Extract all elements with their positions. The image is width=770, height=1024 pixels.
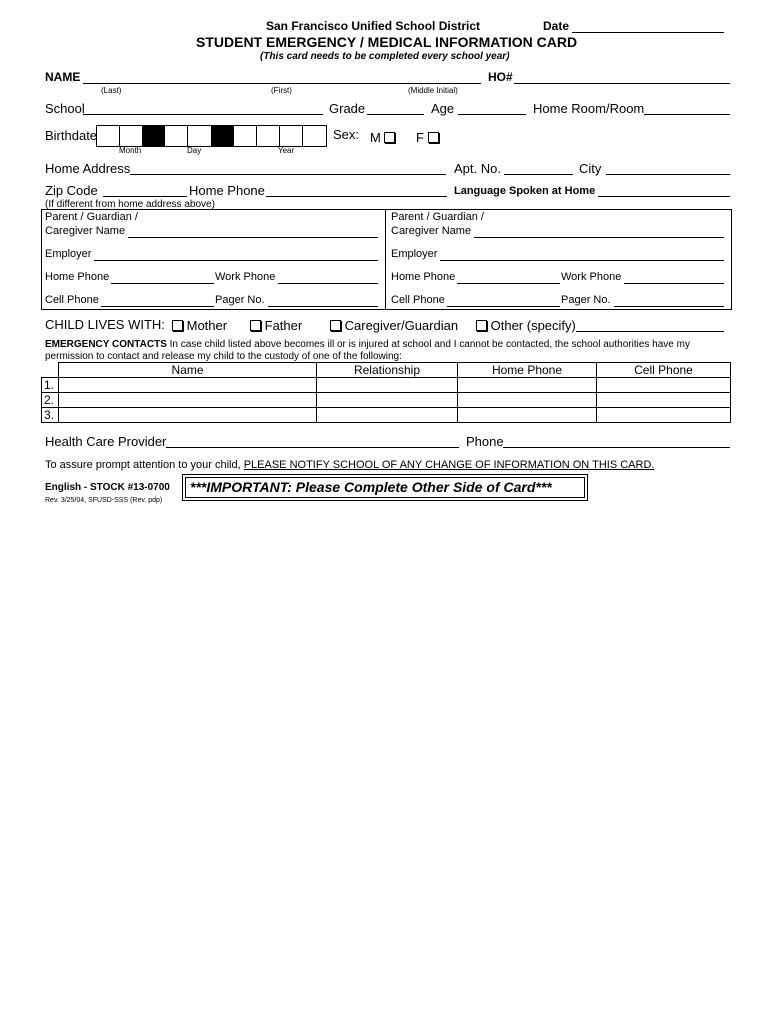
- contact-relationship-cell[interactable]: [317, 378, 458, 393]
- guardian1-name-field[interactable]: [128, 237, 378, 238]
- notice-text: [45, 459, 654, 471]
- column-header: Name: [59, 363, 317, 378]
- school-label: School: [45, 101, 85, 116]
- guardian2-workphone-field[interactable]: [624, 283, 724, 284]
- guardian2-name-field[interactable]: [474, 237, 724, 238]
- caregiver-checkbox-icon[interactable]: [330, 320, 341, 331]
- caregiver-label: Caregiver/Guardian: [344, 318, 459, 333]
- city-field[interactable]: [606, 174, 730, 175]
- mother-label: Mother: [186, 318, 228, 333]
- guardian2-pager-field[interactable]: [614, 306, 724, 307]
- emergency-text: In case child listed above becomes ill or is injured at school and I cannot be contacted, the school authorities have my: [169, 339, 690, 350]
- guardian2-pg-label: Parent / Guardian /: [391, 211, 484, 223]
- f-label: F: [416, 130, 424, 145]
- contact-homephone-cell[interactable]: [458, 408, 597, 423]
- notice-underlined: PLEASE NOTIFY SCHOOL OF ANY CHANGE OF INFORMATION ON THIS CARD.: [243, 459, 655, 471]
- important-text: ***IMPORTANT: Please Complete Other Side of Card***: [190, 479, 552, 495]
- guardian1-cellphone-field[interactable]: [101, 306, 214, 307]
- important-box: [185, 477, 585, 498]
- apt-label: Apt. No.: [454, 161, 501, 176]
- home-address-field[interactable]: [130, 174, 446, 175]
- lives-with-mother[interactable]: [172, 318, 227, 333]
- health-provider-label: Health Care Provider: [45, 434, 167, 449]
- contact-cellphone-cell[interactable]: [597, 393, 731, 408]
- guardian1-pg-label: Parent / Guardian /: [45, 211, 138, 223]
- guardian2-cg-label: Caregiver Name: [391, 225, 472, 237]
- guardian2-pager-label: Pager No.: [561, 294, 611, 306]
- home-phone-field[interactable]: [266, 196, 447, 197]
- contact-relationship-cell[interactable]: [317, 393, 458, 408]
- apt-field[interactable]: [504, 174, 573, 175]
- guardian1-pager-label: Pager No.: [215, 294, 265, 306]
- column-header: Cell Phone: [597, 363, 731, 378]
- guardian1-homephone-field[interactable]: [111, 283, 214, 284]
- f-checkbox-icon[interactable]: [428, 132, 439, 143]
- stock-number: English - STOCK #13-0700: [45, 482, 170, 493]
- column-header: Home Phone: [458, 363, 597, 378]
- contact-name-cell[interactable]: [59, 378, 317, 393]
- zip-field[interactable]: [103, 196, 187, 197]
- table-row: [42, 393, 731, 408]
- emergency-text-1: [45, 339, 690, 350]
- contact-homephone-cell[interactable]: [458, 393, 597, 408]
- guardian2-employer-label: Employer: [391, 248, 438, 260]
- guardian2-workphone-label: Work Phone: [561, 271, 622, 283]
- contact-cellphone-cell[interactable]: [597, 408, 731, 423]
- guardian2-cellphone-field[interactable]: [447, 306, 560, 307]
- month-caption: Month: [119, 146, 142, 155]
- city-label: City: [579, 161, 602, 176]
- emergency-text-2: permission to contact and release my child to the custody of one of the following:: [45, 351, 402, 362]
- sex-f-option[interactable]: [416, 130, 439, 145]
- other-checkbox-icon[interactable]: [476, 320, 487, 331]
- emergency-contacts-table: [41, 362, 731, 423]
- card-subtitle: (This card needs to be completed every school year): [260, 51, 510, 62]
- home-address-label: Home Address: [45, 161, 131, 176]
- age-field[interactable]: [458, 114, 526, 115]
- first-caption: (First): [271, 86, 292, 95]
- m-checkbox-icon[interactable]: [384, 132, 395, 143]
- contact-name-cell[interactable]: [59, 393, 317, 408]
- contact-name-cell[interactable]: [59, 408, 317, 423]
- health-provider-field[interactable]: [166, 447, 459, 448]
- lives-with-caregiver[interactable]: [330, 318, 458, 333]
- lives-with-label: CHILD LIVES WITH:: [45, 317, 165, 332]
- contact-homephone-cell[interactable]: [458, 378, 597, 393]
- row-number: 1.: [42, 378, 59, 393]
- guardian1-pager-field[interactable]: [268, 306, 378, 307]
- guardian1-homephone-label: Home Phone: [45, 271, 110, 283]
- school-field[interactable]: [83, 114, 323, 115]
- name-label: NAME: [45, 70, 81, 84]
- father-checkbox-icon[interactable]: [250, 320, 261, 331]
- health-phone-field[interactable]: [503, 447, 730, 448]
- year-caption: Year: [278, 146, 295, 155]
- notice-prefix: To assure prompt attention to your child,: [45, 459, 244, 471]
- contact-relationship-cell[interactable]: [317, 408, 458, 423]
- table-row: [42, 408, 731, 423]
- card-title: STUDENT EMERGENCY / MEDICAL INFORMATION CARD: [196, 34, 578, 50]
- column-header: Relationship: [317, 363, 458, 378]
- row-number: 3.: [42, 408, 59, 423]
- zip-label: Zip Code: [45, 183, 98, 198]
- guardian-note: (If different from home address above): [45, 199, 215, 210]
- sex-label: Sex:: [333, 127, 360, 142]
- guardian-divider: [385, 209, 386, 309]
- mother-checkbox-icon[interactable]: [172, 320, 183, 331]
- father-label: Father: [264, 318, 303, 333]
- age-label: Age: [431, 101, 455, 116]
- lives-with-father[interactable]: [250, 318, 302, 333]
- guardian1-employer-label: Employer: [45, 248, 92, 260]
- home-phone-label: Home Phone: [189, 183, 265, 198]
- guardian1-cellphone-label: Cell Phone: [45, 294, 99, 306]
- middle-caption: (Middle Initial): [408, 86, 458, 95]
- day-caption: Day: [187, 146, 202, 155]
- guardian1-workphone-label: Work Phone: [215, 271, 276, 283]
- other-specify-field[interactable]: [576, 331, 724, 332]
- guardian2-cellphone-label: Cell Phone: [391, 294, 445, 306]
- guardian1-workphone-field[interactable]: [278, 283, 378, 284]
- date-label: Date: [543, 19, 570, 33]
- name-field[interactable]: [83, 83, 481, 84]
- ho-field[interactable]: [514, 83, 730, 84]
- guardian2-homephone-label: Home Phone: [391, 271, 456, 283]
- date-field[interactable]: [572, 32, 724, 33]
- sex-m-option[interactable]: [370, 130, 395, 145]
- district-name: San Francisco Unified School District: [266, 19, 481, 33]
- grade-field[interactable]: [367, 114, 424, 115]
- other-label: Other (specify): [490, 318, 576, 333]
- health-phone-label: Phone: [466, 434, 504, 449]
- m-label: M: [370, 130, 381, 145]
- birthdate-label: Birthdate: [45, 128, 98, 143]
- homeroom-field[interactable]: [644, 114, 730, 115]
- homeroom-label: Home Room/Room: [533, 101, 645, 116]
- language-field[interactable]: [598, 196, 730, 197]
- lives-with-other[interactable]: [476, 318, 576, 333]
- grade-label: Grade: [329, 101, 366, 116]
- table-row: [42, 378, 731, 393]
- guardian1-employer-field[interactable]: [94, 260, 378, 261]
- ho-label: HO#: [488, 70, 513, 84]
- row-number: 2.: [42, 393, 59, 408]
- table-header-row: [42, 363, 731, 378]
- guardian2-homephone-field[interactable]: [457, 283, 560, 284]
- language-label: Language Spoken at Home: [454, 185, 596, 197]
- revision-text: Rev. 3/25/04, SFUSD-SSS (Rev. pdp): [45, 497, 163, 504]
- last-caption: (Last): [101, 86, 122, 95]
- guardian1-cg-label: Caregiver Name: [45, 225, 126, 237]
- birthdate-boxes[interactable]: [96, 125, 327, 147]
- contact-cellphone-cell[interactable]: [597, 378, 731, 393]
- guardian2-employer-field[interactable]: [440, 260, 724, 261]
- emergency-heading: EMERGENCY CONTACTS: [45, 339, 167, 350]
